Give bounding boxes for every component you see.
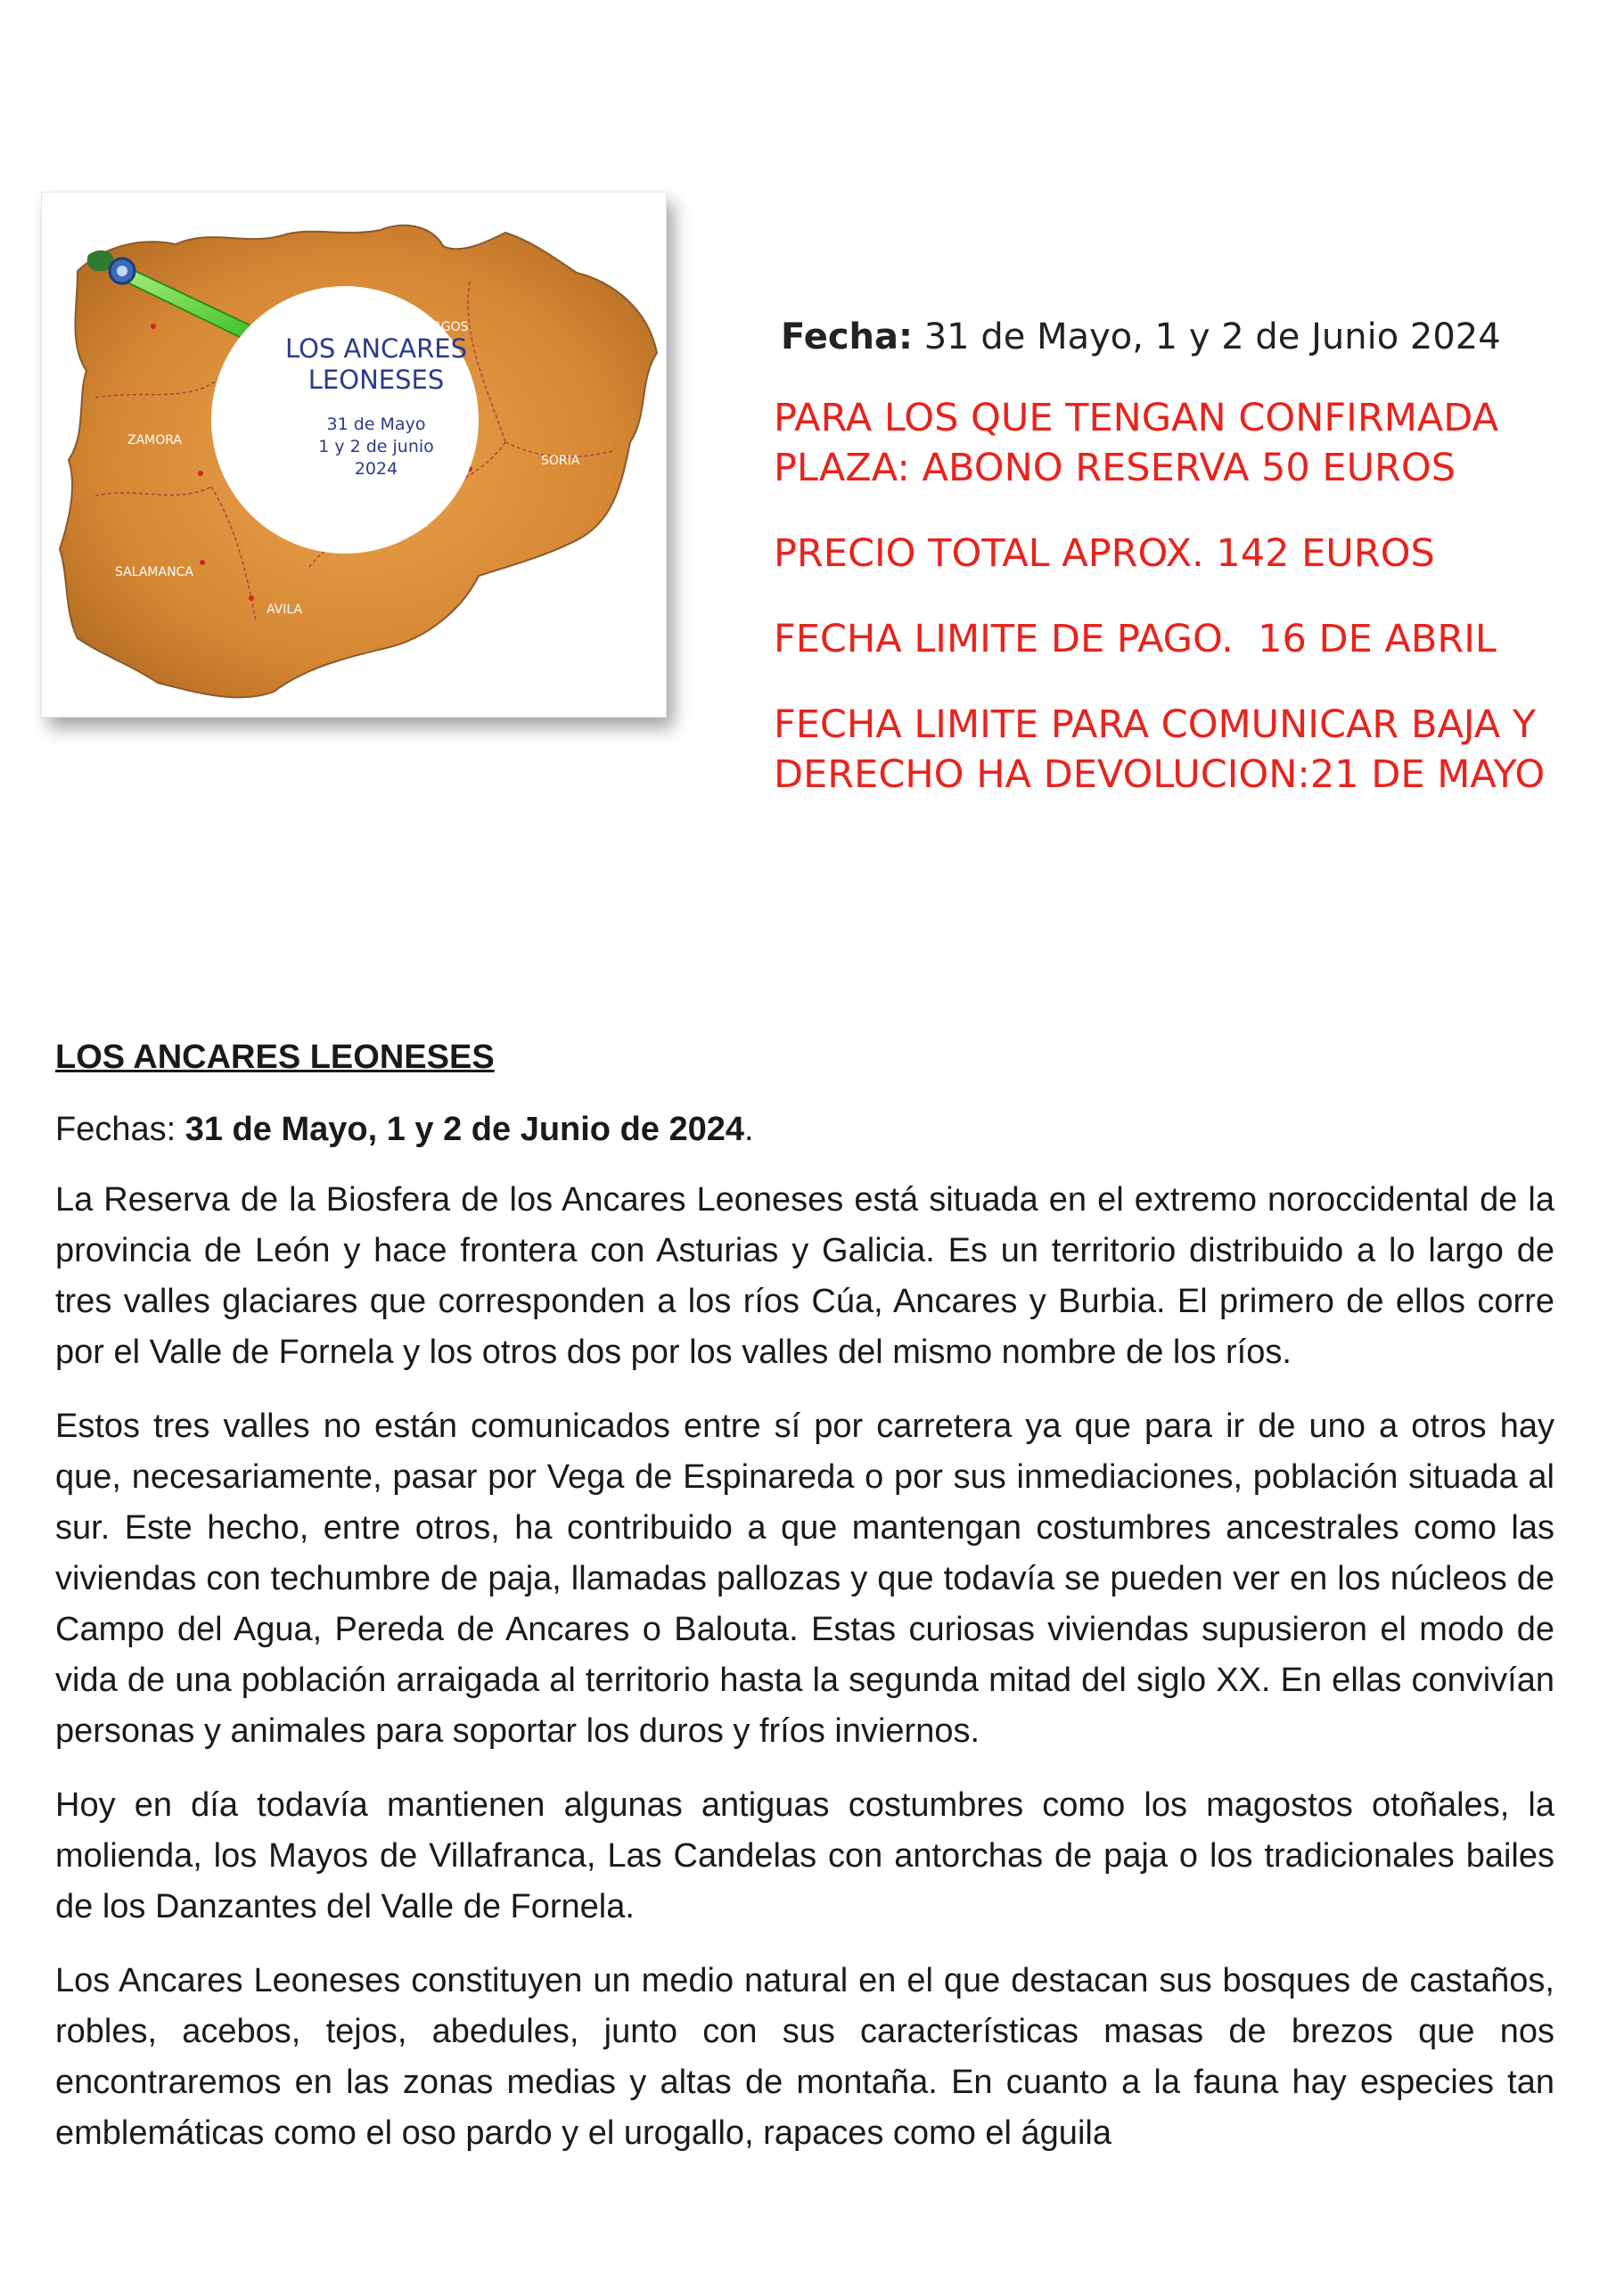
notice-limite-baja: FECHA LIMITE PARA COMUNICAR BAJA Y DERECHO HA DEVOLUCION:21 DE MAYO bbox=[774, 702, 1546, 797]
map-date-line3: 2024 bbox=[354, 459, 398, 479]
notice-reserva: PARA LOS QUE TENGAN CONFIRMADA PLAZA: ABONO RESERVA 50 EUROS bbox=[774, 396, 1498, 490]
map-date-line2: 1 y 2 de junio bbox=[318, 437, 434, 456]
paragraph-2: Estos tres valles no están comunicados entre sí por carretera ya que para ir de uno a otros hay que, necesariamente, pasar por Vega de Espinareda o por sus inmediaciones, población situada al sur. Este hecho, entre otros, ha contribuido a que mantengan costumbres ancestrales como las viviendas con techumbre de paja, llamadas pallozas y que todavía se pueden ver en los núcleos de Campo del Agua, Pereda de Ancares o Balouta. Estas curiosas viviendas supusieron el modo de vida de una población arraigada al territorio hasta la segunda mitad del siglo XX. En ellas convivían personas y animales para soportar los duros y fríos inviernos. bbox=[55, 1408, 1554, 1750]
castilla-leon-map bbox=[42, 193, 666, 717]
label-zamora: ZAMORA bbox=[127, 433, 183, 447]
fecha-line bbox=[781, 316, 1569, 357]
article bbox=[55, 1032, 1554, 2182]
dates-label: Fechas: bbox=[55, 1111, 185, 1148]
map-title-line1: LOS ANCARES bbox=[284, 333, 468, 364]
paragraph-1: La Reserva de la Biosfera de los Ancares Leoneses está situada en el extremo noroccidental de la provincia de León y hace frontera con Asturias y Galicia. Es un territorio distribuido a lo largo de tres valles glaciares que corresponden a los ríos Cúa, Ancares y Burbia. El primero de ellos corre por el Valle de Fornela y los otros dos por los valles del mismo nombre de los ríos. bbox=[55, 1181, 1554, 1371]
label-avila: AVILA bbox=[267, 603, 303, 617]
map-image bbox=[41, 192, 667, 718]
label-soria: SORIA bbox=[541, 454, 580, 468]
dates-value: 31 de Mayo, 1 y 2 de Junio de 2024 bbox=[185, 1111, 745, 1148]
notice-precio: PRECIO TOTAL APROX. 142 EUROS bbox=[774, 531, 1435, 576]
map-date-line1: 31 de Mayo bbox=[326, 415, 426, 434]
dates-end: . bbox=[744, 1111, 754, 1148]
info-block bbox=[767, 316, 1569, 835]
label-salamanca: SALAMANCA bbox=[115, 565, 193, 579]
paragraph-3: Hoy en día todavía mantienen algunas antiguas costumbres como los magostos otoñales, la molienda, los Mayos de Villafranca, Las Candelas con antorchas de paja o los tradicionales bailes de los Danzantes del Valle de Fornela. bbox=[55, 1786, 1554, 1925]
article-dates bbox=[55, 1104, 1554, 1155]
article-heading: LOS ANCARES LEONESES bbox=[55, 1038, 495, 1076]
fecha-value: 31 de Mayo, 1 y 2 de Junio 2024 bbox=[923, 316, 1501, 357]
label-segovia: SEGOVIA bbox=[372, 516, 428, 530]
label-burgos: RGOS bbox=[432, 320, 469, 334]
notice-limite-pago: FECHA LIMITE DE PAGO. 16 DE ABRIL bbox=[774, 617, 1497, 661]
map-title-line2: LEONESES bbox=[308, 365, 445, 395]
fecha-label: Fecha: bbox=[781, 316, 914, 357]
paragraph-4: Los Ancares Leoneses constituyen un medio natural en el que destacan sus bosques de castaños, robles, acebos, tejos, abedules, junto con sus características masas de brezos que nos encontraremos en las zonas medias y altas de montaña. En cuanto a la fauna hay especies tan emblemáticas como el oso pardo y el urogallo, rapaces como el águila bbox=[55, 1962, 1554, 2152]
